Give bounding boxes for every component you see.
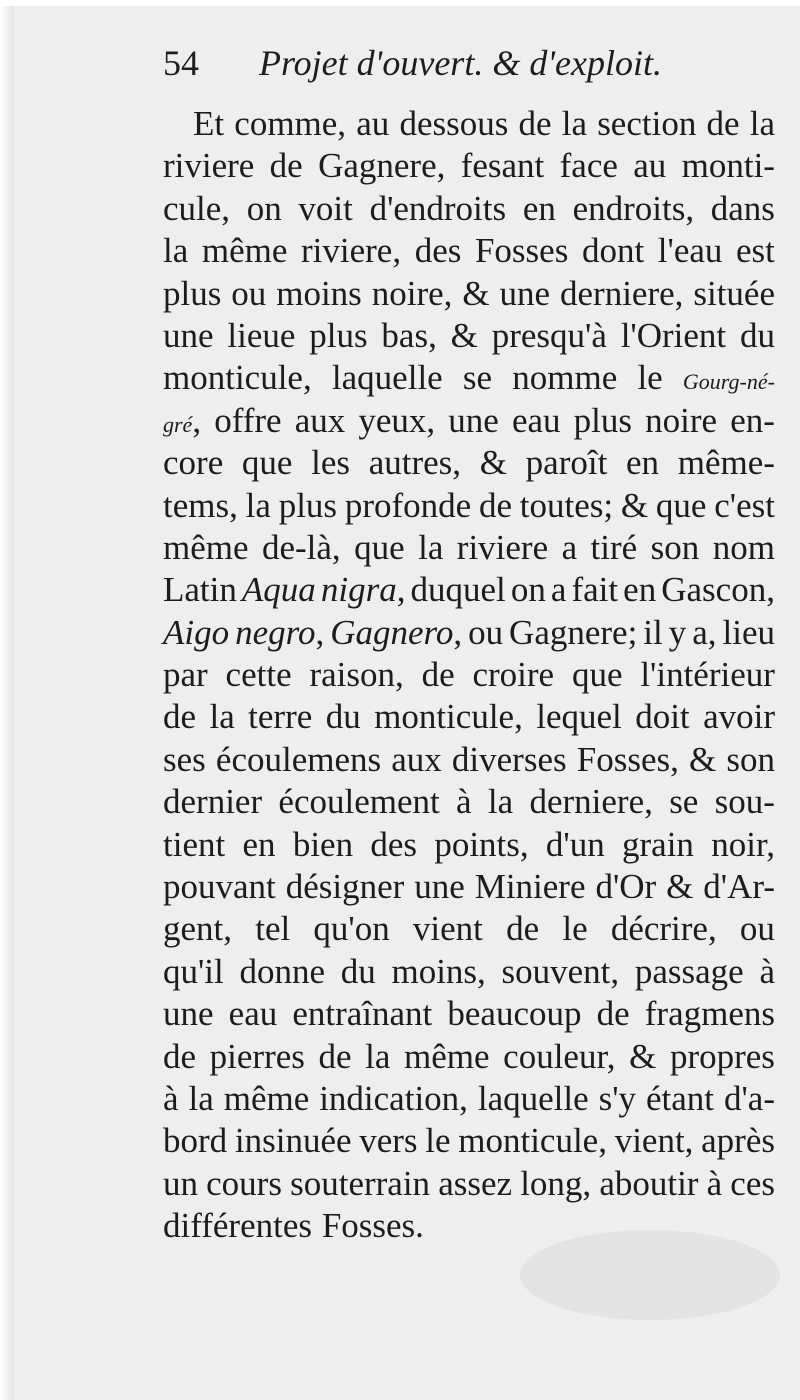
word: diverses (451, 739, 567, 779)
word: en- (730, 400, 775, 440)
word: & (479, 443, 507, 483)
word: la (245, 485, 271, 525)
word: souterrain (290, 1163, 431, 1203)
word: de (478, 485, 513, 525)
word: grain (622, 824, 694, 864)
italic-phrase: gré (163, 411, 193, 437)
running-header (163, 42, 783, 92)
text-line (163, 485, 775, 527)
word: profonde (344, 485, 472, 525)
word: presqu'à (491, 315, 607, 355)
word: Fosses, (576, 739, 679, 779)
word: d'un (545, 824, 605, 864)
word: y (668, 612, 687, 652)
word: dernier (163, 782, 263, 822)
page-edge-shadow (0, 0, 14, 1400)
word: des (414, 231, 462, 271)
word: souvent, (501, 951, 620, 991)
word: la (163, 231, 189, 271)
text-line (163, 145, 775, 187)
word: tiré (590, 527, 638, 567)
word: après (701, 1121, 775, 1161)
word: on (510, 570, 546, 610)
word: du (340, 951, 376, 991)
text-line (163, 442, 775, 484)
word: même (163, 527, 249, 567)
word: lieue (227, 315, 296, 355)
word: toutes; (519, 485, 614, 525)
text-line (163, 1205, 775, 1247)
word: eau (228, 994, 278, 1034)
word: laquelle (477, 1078, 589, 1118)
word: en (623, 570, 657, 610)
text-line (163, 908, 775, 950)
word: une (414, 867, 465, 907)
word: de (506, 909, 540, 949)
italic-phrase: Gagnero (330, 612, 454, 652)
word: au (633, 146, 667, 186)
word: monticule, (458, 1121, 607, 1161)
word: ou (231, 273, 267, 313)
text-line (163, 1163, 775, 1205)
page-number: 54 (163, 43, 199, 83)
word: que (354, 527, 405, 567)
italic-phrase: Aqua (241, 570, 316, 610)
text-line (163, 696, 775, 738)
word: avoir (703, 697, 775, 737)
word (242, 569, 316, 611)
word: fait (571, 570, 619, 610)
word: core (163, 443, 224, 483)
word: couleur, (503, 1036, 616, 1076)
word: la (188, 1078, 214, 1118)
word: de (518, 104, 552, 143)
word: noire, (371, 273, 453, 313)
word: & (462, 273, 490, 313)
text-line (163, 739, 775, 781)
word: monti- (681, 146, 775, 186)
word: cette (225, 655, 292, 695)
word: a, (692, 612, 717, 652)
running-title: Projet d'ouvert. & d'exploit. (259, 43, 662, 83)
word: & (629, 1036, 657, 1076)
word: laquelle (331, 358, 443, 398)
word (683, 357, 775, 399)
word: face (559, 146, 618, 186)
word: même- (677, 443, 775, 483)
word: voit (298, 188, 353, 228)
text-line (163, 357, 775, 399)
word: de (706, 104, 740, 143)
word: bord (163, 1121, 228, 1161)
text-line (163, 654, 775, 696)
word: riviere (163, 146, 255, 186)
word: tems, (163, 485, 238, 525)
body-paragraph (163, 103, 775, 1248)
word: croire (472, 655, 555, 695)
word: de-là, (261, 527, 341, 567)
word: points, (434, 824, 529, 864)
word: yeux, (358, 400, 436, 440)
word: Gagnere; (509, 612, 638, 652)
word: de (163, 1036, 197, 1076)
word: vient, (614, 1121, 694, 1161)
word: negro, (235, 612, 325, 652)
word: indication, (319, 1078, 468, 1118)
word: l'Orient (620, 315, 727, 355)
word: fragmens (644, 994, 775, 1034)
word: monticule, (374, 697, 523, 737)
word: & (450, 315, 478, 355)
text-line (163, 1036, 775, 1078)
word: aboutir (599, 1163, 699, 1203)
word: Gagnero, (330, 612, 463, 652)
word: l'eau (657, 231, 723, 271)
word: aux (294, 400, 346, 440)
text-line (163, 188, 775, 230)
word: doit (635, 697, 690, 737)
word: donne (239, 951, 326, 991)
word: raison, (309, 655, 404, 695)
word: se (462, 358, 493, 398)
text-line (163, 1120, 775, 1162)
word: ou (739, 909, 775, 949)
word (163, 612, 229, 654)
word: de (596, 994, 630, 1034)
text-line (163, 315, 775, 357)
word: la (209, 697, 235, 737)
word: désigner (285, 867, 405, 907)
word: de (318, 1036, 352, 1076)
word: qu'on (313, 909, 390, 949)
word: nomme (512, 358, 618, 398)
word: en (626, 443, 660, 483)
word: de (269, 146, 303, 186)
word: terre (248, 697, 313, 737)
word: un (163, 1163, 198, 1203)
word: bien (292, 824, 354, 864)
word: une (163, 994, 214, 1034)
word: les (311, 443, 351, 483)
word: pierres (209, 1036, 305, 1076)
word: se (669, 782, 699, 822)
word: derniere, (560, 273, 684, 313)
word: Gagnere, (318, 146, 446, 186)
word: noire (645, 400, 718, 440)
word: écoulemens (215, 739, 382, 779)
word: la (418, 527, 444, 567)
word: dans (710, 188, 775, 228)
word: en (522, 188, 556, 228)
word: lieu (722, 612, 775, 652)
word: s'y (598, 1078, 637, 1118)
word: même (201, 231, 288, 271)
word: a (561, 527, 578, 567)
word: le (425, 1121, 451, 1161)
word: d'a- (723, 1078, 775, 1118)
word: que (241, 443, 293, 483)
text-line (163, 273, 775, 315)
word: Latin (163, 570, 237, 610)
word: décrire, (610, 909, 717, 949)
word: plus (278, 485, 338, 525)
word: ces (730, 1163, 775, 1203)
word: en (242, 824, 276, 864)
word: noir, (711, 824, 775, 864)
page-top-margin (0, 0, 800, 6)
word: a (550, 570, 567, 610)
word: insinuée (234, 1121, 352, 1161)
word: différentes (163, 1206, 313, 1246)
word: étant (646, 1078, 715, 1118)
word: à (163, 1078, 179, 1118)
word: vers (359, 1121, 418, 1161)
word: même (404, 1036, 490, 1076)
word: il (643, 612, 663, 652)
word: une (163, 315, 214, 355)
word: d'Ar- (703, 867, 775, 907)
word: de (163, 697, 197, 737)
italic-phrase: Gourg-né- (682, 369, 775, 395)
word: dont (581, 231, 645, 271)
word: la (365, 1036, 391, 1076)
word: ses (163, 739, 206, 779)
word: c'est (714, 485, 775, 525)
word: passage (634, 951, 744, 991)
word: écoulement (278, 782, 440, 822)
word: derniere, (529, 782, 653, 822)
word: monticule, (163, 358, 312, 398)
word: & (620, 485, 649, 525)
word: propres (669, 1036, 775, 1076)
word: du (325, 697, 361, 737)
word: cule, (163, 188, 231, 228)
word: riviere, (301, 231, 402, 271)
word: & (689, 739, 717, 779)
word: la (749, 104, 775, 143)
word: sou- (714, 782, 775, 822)
word: le (637, 358, 663, 398)
text-line (163, 866, 775, 908)
text-line (163, 993, 775, 1035)
word: paroît (525, 443, 608, 483)
word: section (597, 104, 697, 143)
text-line (163, 400, 775, 442)
word: ou (468, 612, 504, 652)
text-line (163, 569, 775, 611)
text-line (163, 1078, 775, 1120)
text-line (163, 527, 775, 569)
word: d'Or (595, 867, 657, 907)
word: autres, (368, 443, 462, 483)
word: d'endroits (369, 188, 507, 228)
word: même (223, 1078, 310, 1118)
word: une (448, 400, 499, 440)
word: du (739, 315, 775, 355)
word: Gascon, (661, 570, 775, 610)
word: Miniere (474, 867, 586, 907)
text-line (163, 103, 775, 145)
word: par (163, 655, 208, 695)
word: que (571, 655, 623, 695)
word: bas, (381, 315, 437, 355)
word: nigra, (320, 570, 406, 610)
word: vient (412, 909, 483, 949)
word: plus (309, 315, 368, 355)
word: qu'il (163, 951, 224, 991)
word: la (487, 782, 514, 822)
word: beaucoup (447, 994, 582, 1034)
word: au (356, 104, 390, 143)
word: le (562, 909, 588, 949)
word: gent, (163, 909, 233, 949)
word: endroits, (572, 188, 695, 228)
word: Fosses (474, 231, 569, 271)
word: de (421, 655, 455, 695)
word: pouvant (163, 867, 276, 907)
word: aux (391, 739, 442, 779)
text-line (163, 230, 775, 272)
word: riviere (456, 527, 549, 567)
word: l'intérieur (640, 655, 775, 695)
word: lequel (536, 697, 622, 737)
word: plus (163, 273, 222, 313)
word: son (726, 739, 775, 779)
word: à (759, 951, 775, 991)
word: on (246, 188, 282, 228)
word: plus (573, 400, 633, 440)
word: située (693, 273, 775, 313)
word: comme, (234, 104, 347, 143)
word: & (666, 867, 694, 907)
italic-phrase: negro (235, 612, 316, 652)
word: Fosses. (321, 1206, 424, 1246)
word: des (370, 824, 418, 864)
word: est (736, 231, 775, 271)
italic-phrase: nigra (320, 570, 397, 610)
word: moins, (391, 951, 486, 991)
word: fesant (460, 146, 545, 186)
word: tel (255, 909, 291, 949)
word: son (650, 527, 700, 567)
word: entraînant (292, 994, 433, 1034)
word: assez (438, 1163, 513, 1203)
word: Et (193, 104, 225, 143)
text-line (163, 824, 775, 866)
word: que (655, 485, 707, 525)
word: duquel (410, 570, 506, 610)
word: tient (163, 824, 226, 864)
word: offre (214, 400, 282, 440)
text-line (163, 612, 775, 654)
text-line (163, 951, 775, 993)
word: à (456, 782, 472, 822)
word: à (706, 1163, 723, 1203)
word: cours (206, 1163, 282, 1203)
italic-phrase: Aigo (163, 612, 230, 652)
word: eau (511, 400, 561, 440)
word: gré, (163, 400, 202, 440)
word: moins (276, 273, 362, 313)
word: long, (520, 1163, 592, 1203)
text-line (163, 781, 775, 823)
word: nom (712, 527, 775, 567)
word: une (499, 273, 551, 313)
word: dessous (399, 104, 509, 143)
word: la (561, 104, 588, 143)
